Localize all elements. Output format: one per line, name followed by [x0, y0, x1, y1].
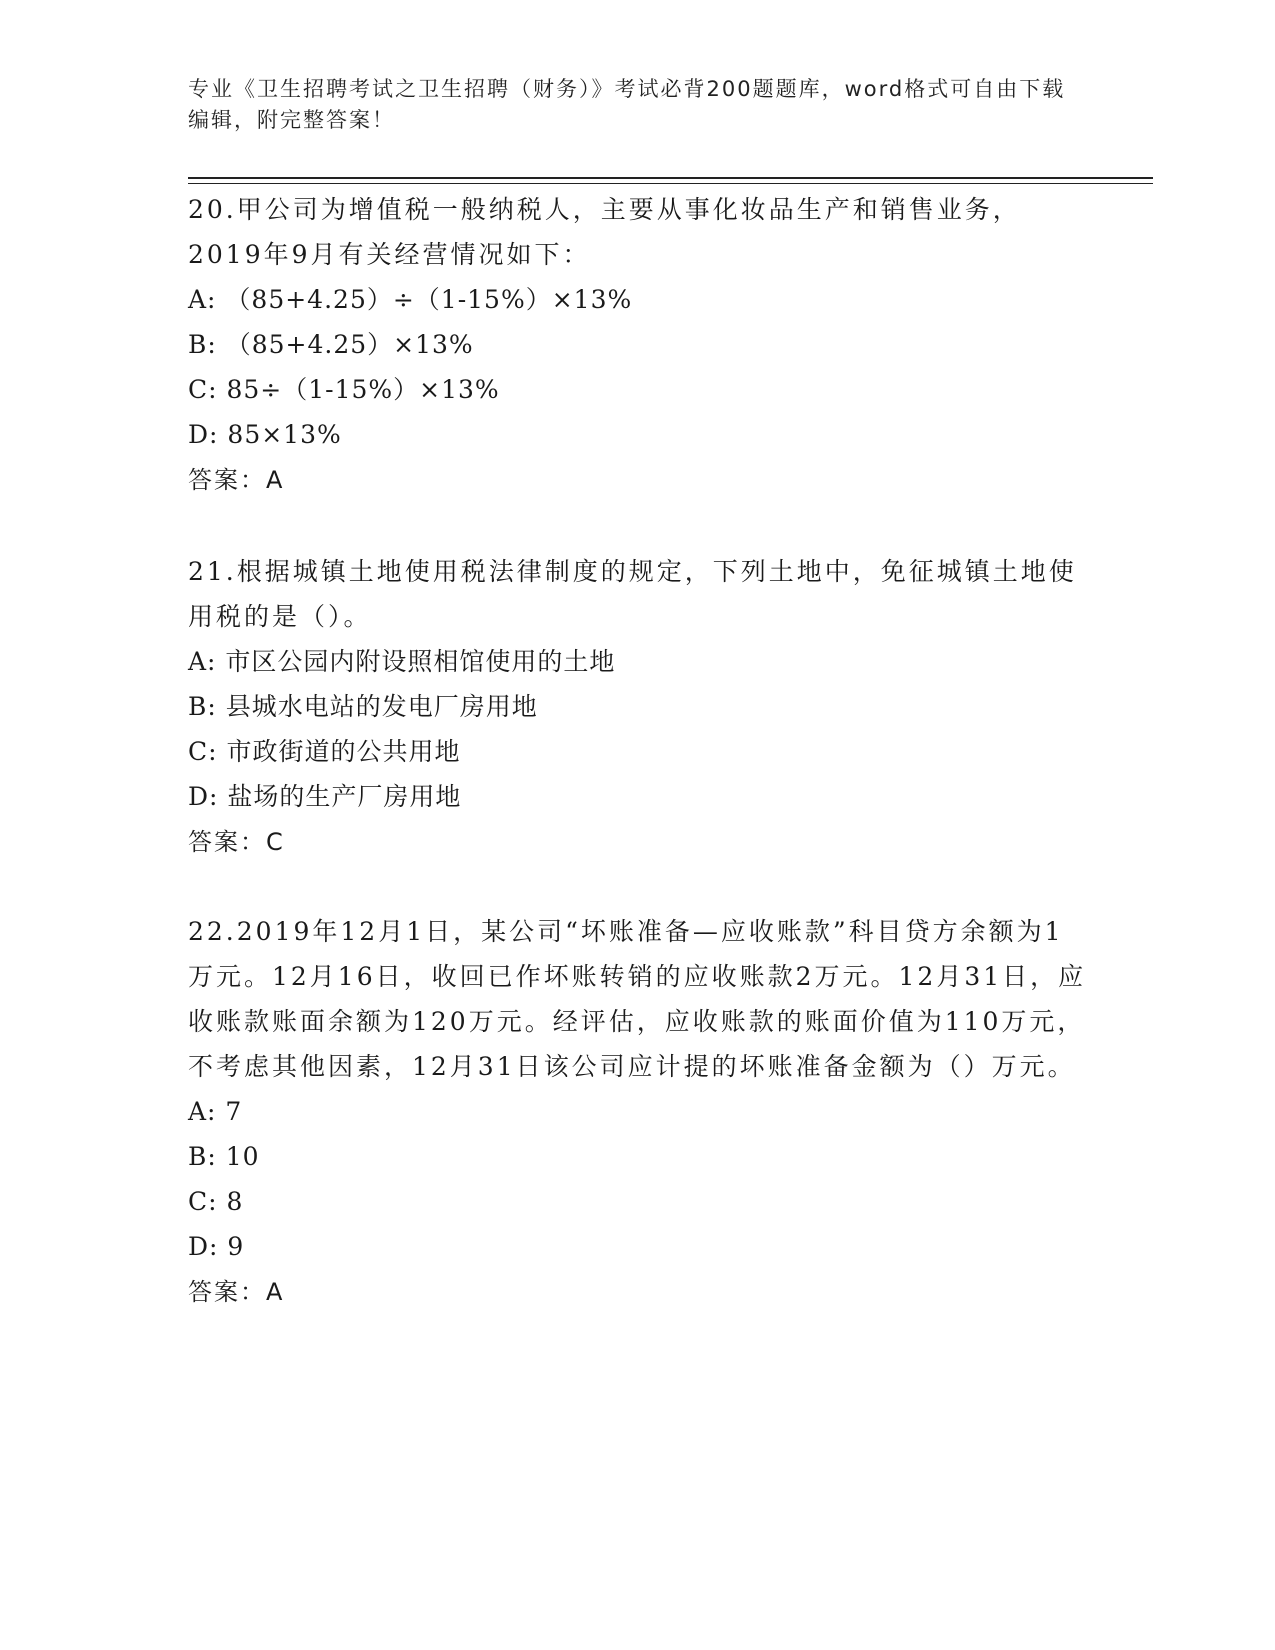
option-a: A: 市区公园内附设照相馆使用的土地 — [188, 647, 616, 676]
option-b: B: 10 — [188, 1142, 260, 1171]
option-c: C: 市政街道的公共用地 — [188, 737, 461, 766]
question-stem: 21.根据城镇土地使用税法律制度的规定，下列土地中，免征城镇土地使用税的是（）。 — [188, 557, 1077, 631]
header-rule-thin — [188, 183, 1153, 184]
header-rule-thick — [188, 177, 1153, 179]
option-c: C: 85÷（1-15%）×13% — [188, 375, 500, 404]
answer-line: 答案：A — [188, 466, 285, 494]
option-c: C: 8 — [188, 1187, 244, 1216]
document-header: 专业《卫生招聘考试之卫生招聘（财务）》考试必背200题题库，word格式可自由下载编辑，附完整答案！ — [188, 77, 1066, 132]
option-a: A: 7 — [188, 1097, 243, 1126]
option-a: A: （85+4.25）÷（1-15%）×13% — [188, 285, 633, 314]
option-d: D: 9 — [188, 1232, 245, 1261]
answer-line: 答案：C — [188, 828, 285, 856]
question-stem: 20.甲公司为增值税一般纳税人，主要从事化妆品生产和销售业务，2019年9月有关经营情况如下： — [188, 195, 1021, 269]
question-22 — [188, 909, 1088, 1315]
option-d: D: 盐场的生产厂房用地 — [188, 782, 462, 811]
question-20 — [188, 187, 1088, 503]
option-b: B: 县城水电站的发电厂房用地 — [188, 692, 538, 721]
question-21 — [188, 549, 1088, 865]
option-b: B: （85+4.25）×13% — [188, 330, 474, 359]
answer-line: 答案：A — [188, 1278, 285, 1306]
option-d: D: 85×13% — [188, 420, 342, 449]
question-stem: 22.2019年12月1日，某公司“坏账准备—应收账款”科目贷方余额为1万元。12月16日，收回已作坏账转销的应收账款2万元。12月31日，应收账款账面余额为120万元。经评估，应收账款的账面价值为110万元，不考虑其他因素，12月31日该公司应计提的坏账准备金额为（）万元。 — [188, 917, 1087, 1081]
